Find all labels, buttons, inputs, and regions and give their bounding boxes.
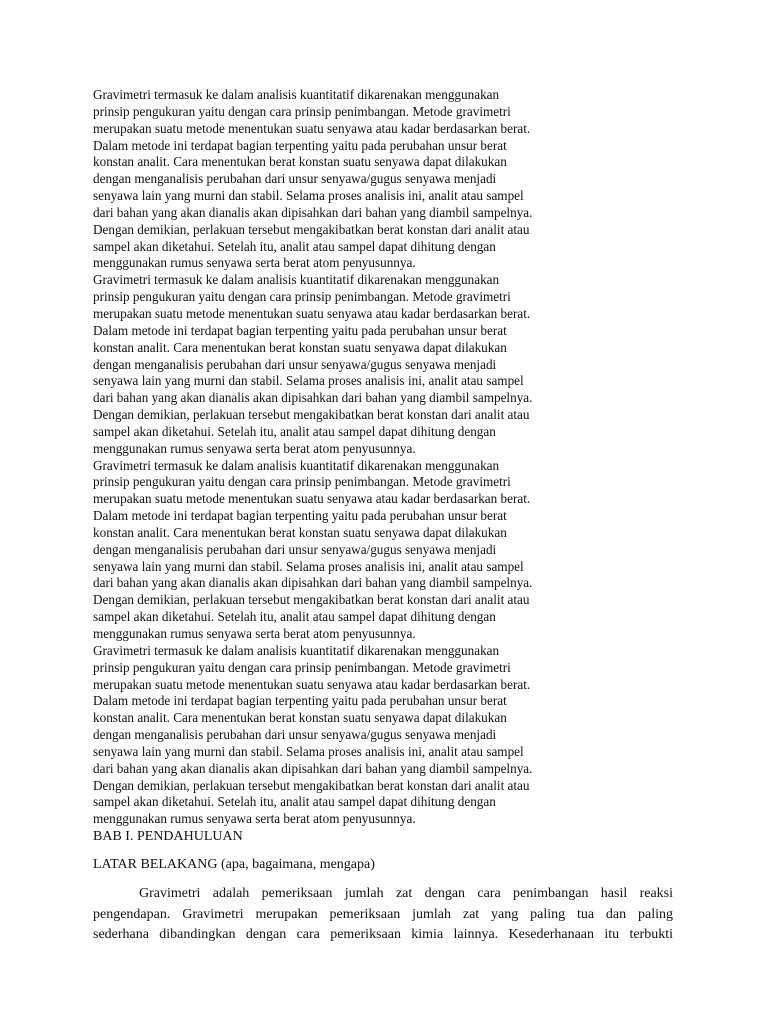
text-line: merupakan suatu metode menentukan suatu senyawa atau kadar berdasarkan berat.	[93, 305, 531, 321]
text-line: merupakan suatu metode menentukan suatu senyawa atau kadar berdasarkan berat.	[93, 676, 531, 692]
text-line: Gravimetri termasuk ke dalam analisis kuantitatif dikarenakan menggunakan	[93, 272, 500, 288]
paragraph-line: pengendapan. Gravimetri merupakan pemeriksaan jumlah zat yang paling tua dan paling	[93, 906, 673, 922]
text-line: prinsip pengukuran yaitu dengan cara prinsip penimbangan. Metode gravimetri	[93, 103, 511, 119]
text-line: sampel akan diketahui. Setelah itu, analit atau sampel dapat dihitung dengan	[93, 423, 496, 439]
text-line: dari bahan yang akan dianalis akan dipisahkan dari bahan yang diambil sampelnya.	[93, 575, 533, 591]
text-line: merupakan suatu metode menentukan suatu senyawa atau kadar berdasarkan berat.	[93, 120, 531, 136]
text-line: menggunakan rumus senyawa serta berat atom penyusunnya.	[93, 255, 416, 271]
text-line: konstan analit. Cara menentukan berat konstan suatu senyawa dapat dilakukan	[93, 339, 507, 355]
text-line: Gravimetri termasuk ke dalam analisis kuantitatif dikarenakan menggunakan	[93, 457, 500, 473]
text-line: sampel akan diketahui. Setelah itu, analit atau sampel dapat dihitung dengan	[93, 794, 496, 810]
text-line: senyawa lain yang murni dan stabil. Selama proses analisis ini, analit atau sampel	[93, 373, 524, 389]
text-line: dari bahan yang akan dianalis akan dipisahkan dari bahan yang diambil sampelnya.	[93, 204, 533, 220]
text-line: senyawa lain yang murni dan stabil. Selama proses analisis ini, analit atau sampel	[93, 558, 524, 574]
text-line: Dalam metode ini terdapat bagian terpenting yaitu pada perubahan unsur berat	[93, 137, 507, 153]
paragraph-line: sederhana dibandingkan dengan cara pemeriksaan kimia lainnya. Kesederhanaan itu terbukti	[93, 927, 673, 943]
text-line: Dengan demikian, perlakuan tersebut mengakibatkan berat konstan dari analit atau	[93, 777, 530, 793]
text-line: menggunakan rumus senyawa serta berat atom penyusunnya.	[93, 811, 416, 827]
text-line: dengan menganalisis perubahan dari unsur senyawa/gugus senyawa menjadi	[93, 356, 497, 372]
text-line: dengan menganalisis perubahan dari unsur senyawa/gugus senyawa menjadi	[93, 541, 497, 557]
text-line: Dengan demikian, perlakuan tersebut mengakibatkan berat konstan dari analit atau	[93, 592, 530, 608]
text-line: sampel akan diketahui. Setelah itu, analit atau sampel dapat dihitung dengan	[93, 609, 496, 625]
text-line: Dengan demikian, perlakuan tersebut mengakibatkan berat konstan dari analit atau	[93, 221, 530, 237]
text-line: merupakan suatu metode menentukan suatu senyawa atau kadar berdasarkan berat.	[93, 491, 531, 507]
text-line: prinsip pengukuran yaitu dengan cara prinsip penimbangan. Metode gravimetri	[93, 474, 511, 490]
text-line: konstan analit. Cara menentukan berat konstan suatu senyawa dapat dilakukan	[93, 710, 507, 726]
section-subheading: LATAR BELAKANG (apa, bagaimana, mengapa)	[93, 857, 375, 873]
paragraph-block-3	[93, 458, 674, 643]
chapter-heading: BAB I. PENDAHULUAN	[93, 829, 243, 845]
text-line: dengan menganalisis perubahan dari unsur senyawa/gugus senyawa menjadi	[93, 171, 497, 187]
text-line: sampel akan diketahui. Setelah itu, analit atau sampel dapat dihitung dengan	[93, 238, 496, 254]
text-line: Gravimetri termasuk ke dalam analisis kuantitatif dikarenakan menggunakan	[93, 642, 500, 658]
text-line: senyawa lain yang murni dan stabil. Selama proses analisis ini, analit atau sampel	[93, 743, 524, 759]
text-line: Dalam metode ini terdapat bagian terpenting yaitu pada perubahan unsur berat	[93, 322, 507, 338]
text-line: menggunakan rumus senyawa serta berat atom penyusunnya.	[93, 626, 416, 641]
text-line: Dalam metode ini terdapat bagian terpenting yaitu pada perubahan unsur berat	[93, 508, 507, 524]
text-line: dengan menganalisis perubahan dari unsur senyawa/gugus senyawa menjadi	[93, 727, 497, 743]
text-line: dari bahan yang akan dianalis akan dipisahkan dari bahan yang diambil sampelnya.	[93, 760, 533, 776]
text-line: konstan analit. Cara menentukan berat konstan suatu senyawa dapat dilakukan	[93, 154, 507, 170]
text-line: Gravimetri termasuk ke dalam analisis kuantitatif dikarenakan menggunakan	[93, 87, 500, 102]
text-line: prinsip pengukuran yaitu dengan cara prinsip penimbangan. Metode gravimetri	[93, 659, 511, 675]
paragraph-block-1	[93, 87, 674, 272]
paragraph-line: Gravimetri adalah pemeriksaan jumlah zat dengan cara penimbangan hasil reaksi	[139, 886, 673, 902]
body-paragraph	[93, 884, 673, 946]
paragraph-block-2	[93, 272, 674, 457]
text-line: senyawa lain yang murni dan stabil. Selama proses analisis ini, analit atau sampel	[93, 188, 524, 204]
text-line: konstan analit. Cara menentukan berat konstan suatu senyawa dapat dilakukan	[93, 524, 507, 540]
text-line: menggunakan rumus senyawa serta berat atom penyusunnya.	[93, 440, 416, 456]
text-line: Dengan demikian, perlakuan tersebut mengakibatkan berat konstan dari analit atau	[93, 407, 530, 423]
text-line: prinsip pengukuran yaitu dengan cara prinsip penimbangan. Metode gravimetri	[93, 289, 511, 305]
text-line: Dalam metode ini terdapat bagian terpenting yaitu pada perubahan unsur berat	[93, 693, 507, 709]
paragraph-block-4	[93, 643, 674, 828]
text-line: dari bahan yang akan dianalis akan dipisahkan dari bahan yang diambil sampelnya.	[93, 390, 533, 406]
